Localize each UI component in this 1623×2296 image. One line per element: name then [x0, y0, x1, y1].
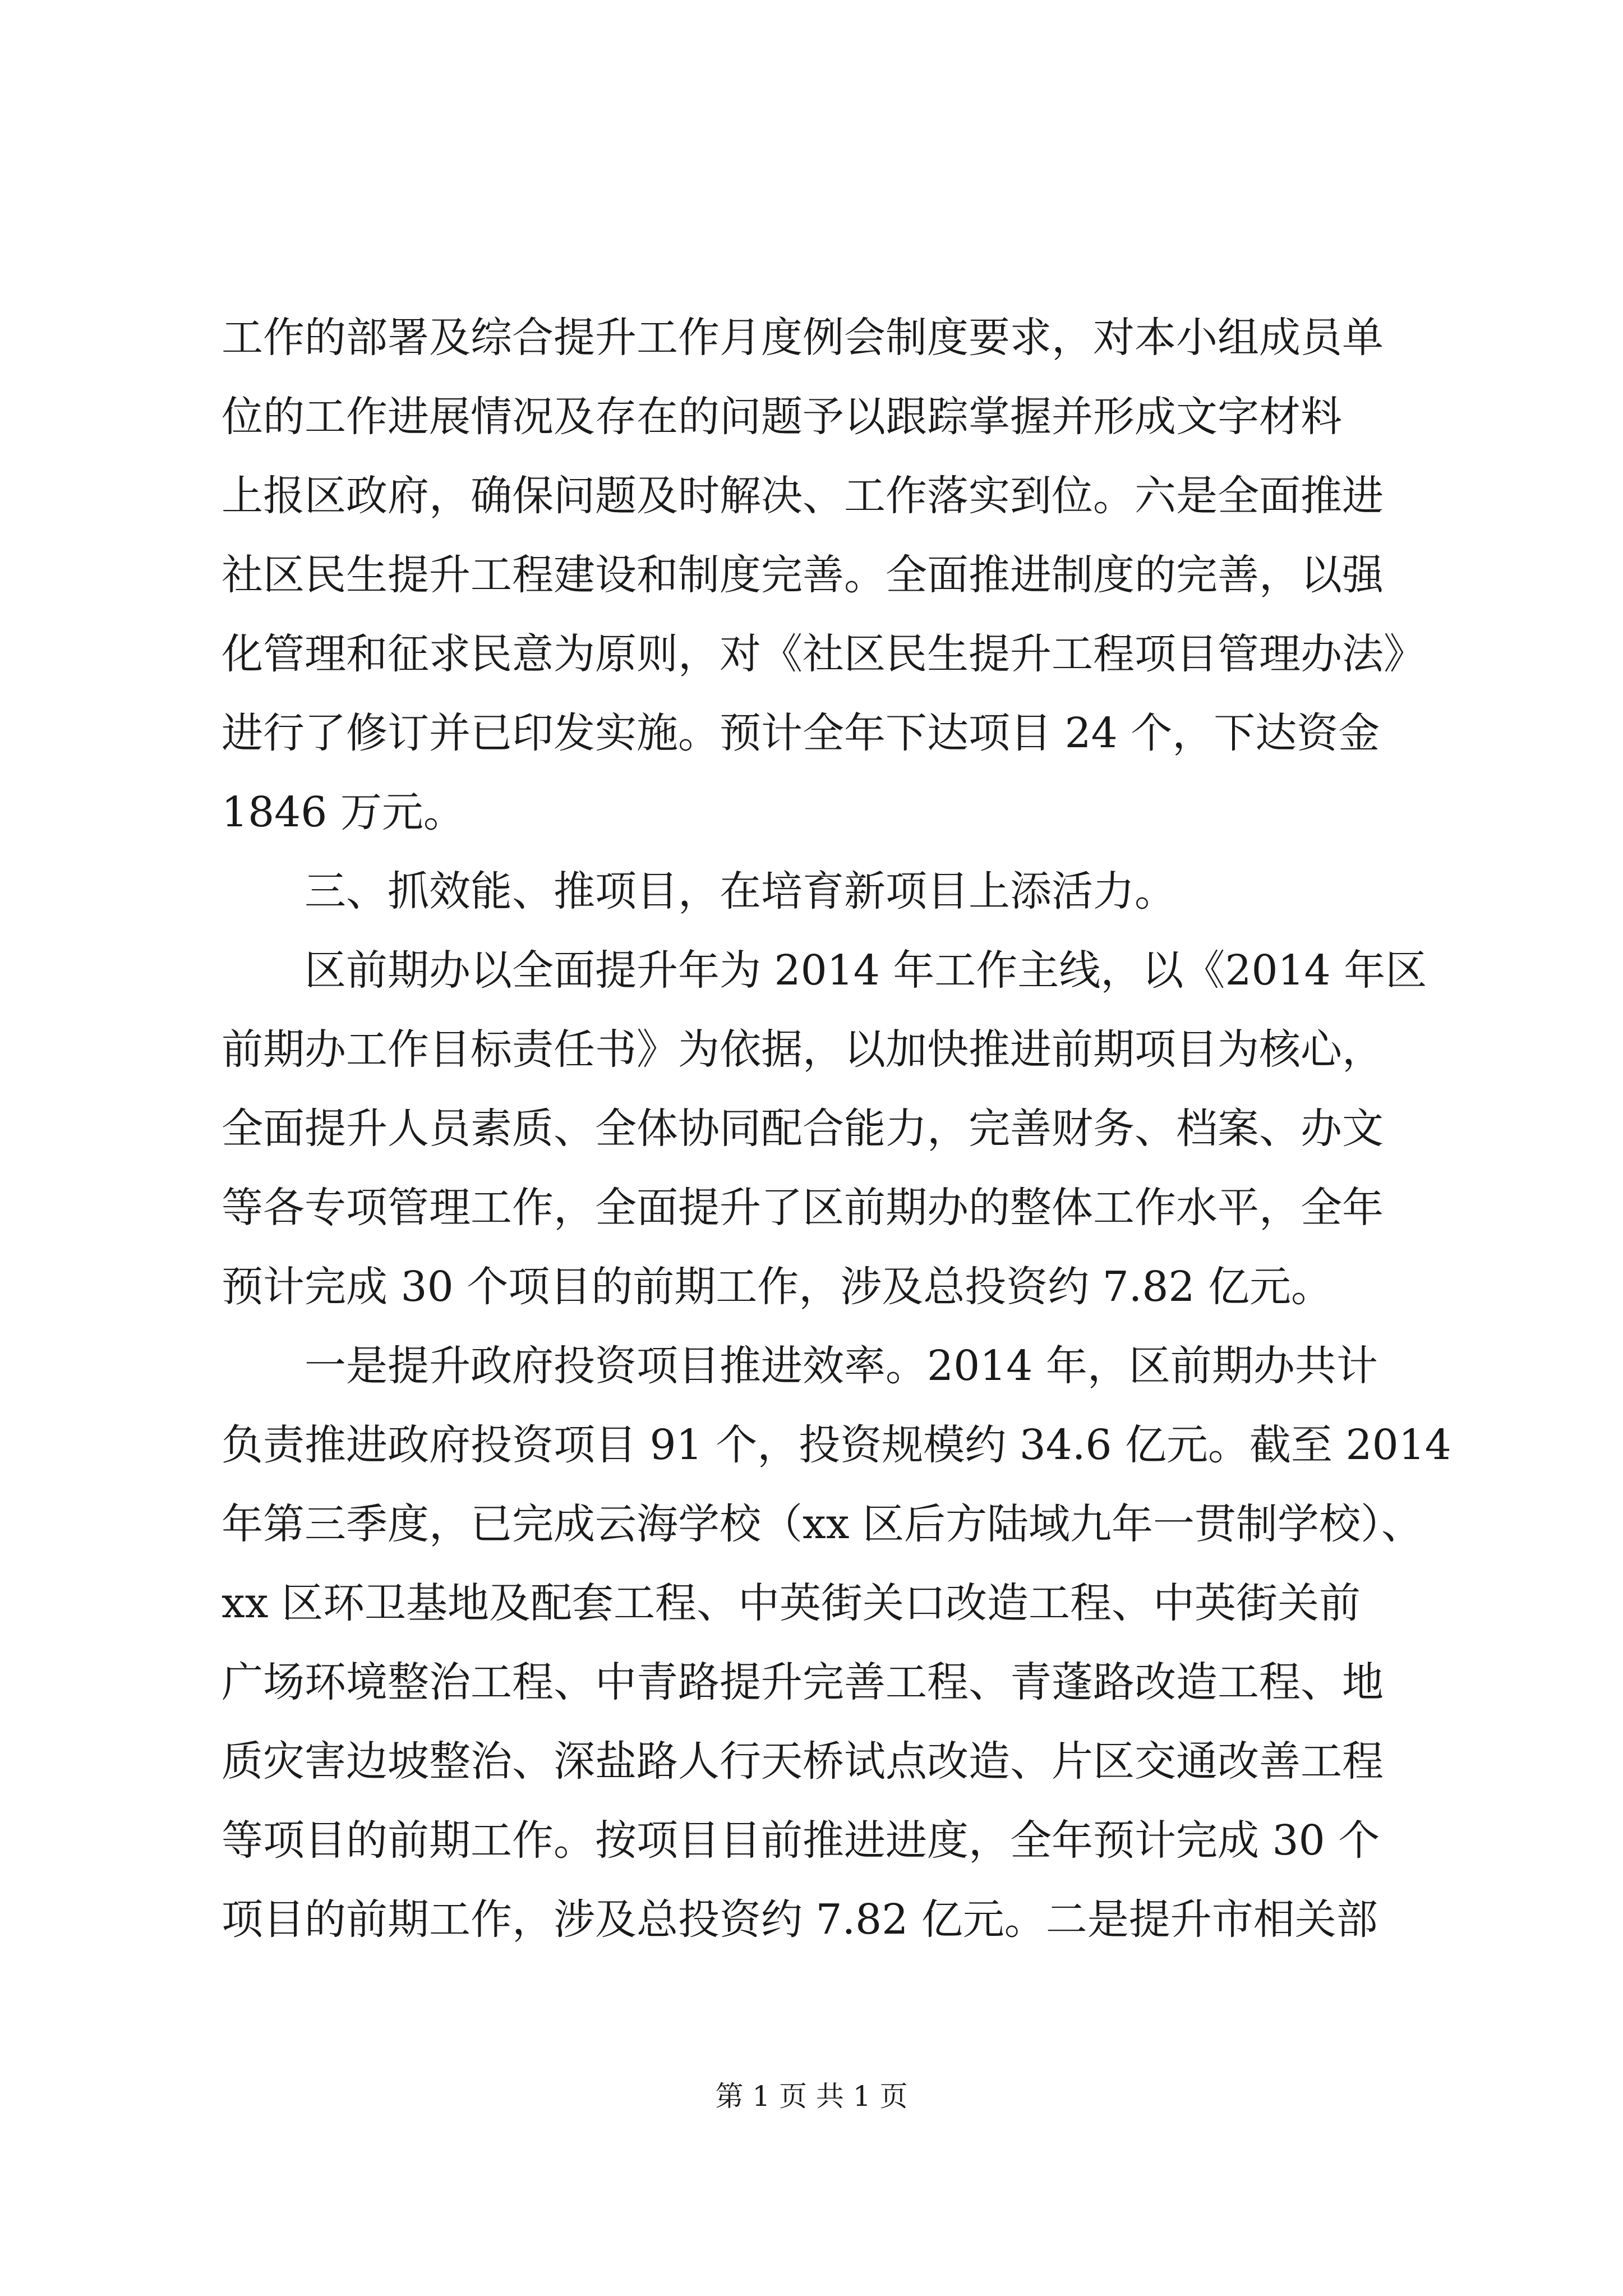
text-line: 进行了修订并已印发实施。预计全年下达项目 24 个，下达资金 — [222, 709, 1380, 757]
text-line: 广场环境整治工程、中青路提升完善工程、青蓬路改造工程、地 — [222, 1658, 1384, 1706]
text-line: 三、抓效能、推项目，在培育新项目上添活力。 — [305, 867, 1176, 915]
text-line: xx 区环卫基地及配套工程、中英街关口改造工程、中英街关前 — [222, 1579, 1361, 1627]
document-body — [222, 298, 1451, 1959]
text-line: 前期办工作目标责任书》为依据，以加快推进前期项目为核心， — [222, 1025, 1384, 1074]
text-line: 社区民生提升工程建设和制度完善。全面推进制度的完善，以强 — [222, 551, 1384, 599]
page-footer: 第 1 页 共 1 页 — [715, 2080, 908, 2113]
text-line: 等各专项管理工作，全面提升了区前期办的整体工作水平，全年 — [222, 1184, 1384, 1232]
text-line: 化管理和征求民意为原则，对《社区民生提升工程项目管理办法》 — [222, 630, 1425, 678]
text-line: 全面提升人员素质、全体协同配合能力，完善财务、档案、办文 — [222, 1105, 1384, 1153]
text-line: 区前期办以全面提升年为 2014 年工作主线，以《2014 年区 — [305, 946, 1427, 995]
text-line: 质灾害边坡整治、深盐路人行天桥试点改造、片区交通改善工程 — [222, 1737, 1384, 1786]
text-line: 位的工作进展情况及存在的问题予以跟踪掌握并形成文字材料 — [222, 393, 1342, 441]
text-line: 1846 万元。 — [222, 788, 465, 836]
text-line: 预计完成 30 个项目的前期工作，涉及总投资约 7.82 亿元。 — [222, 1263, 1333, 1311]
text-line: 年第三季度，已完成云海学校（xx 区后方陆域九年一贯制学校）、 — [222, 1500, 1423, 1548]
text-line: 负责推进政府投资项目 91 个，投资规模约 34.6 亿元。截至 2014 — [222, 1421, 1451, 1469]
text-line: 项目的前期工作，涉及总投资约 7.82 亿元。二是提升市相关部 — [222, 1895, 1378, 1944]
text-line: 工作的部署及综合提升工作月度例会制度要求，对本小组成员单 — [222, 314, 1384, 362]
text-line: 上报区政府，确保问题及时解决、工作落实到位。六是全面推进 — [222, 472, 1384, 520]
text-line: 一是提升政府投资项目推进效率。2014 年，区前期办共计 — [305, 1342, 1378, 1390]
text-line: 等项目的前期工作。按项目目前推进进度，全年预计完成 30 个 — [222, 1816, 1380, 1865]
